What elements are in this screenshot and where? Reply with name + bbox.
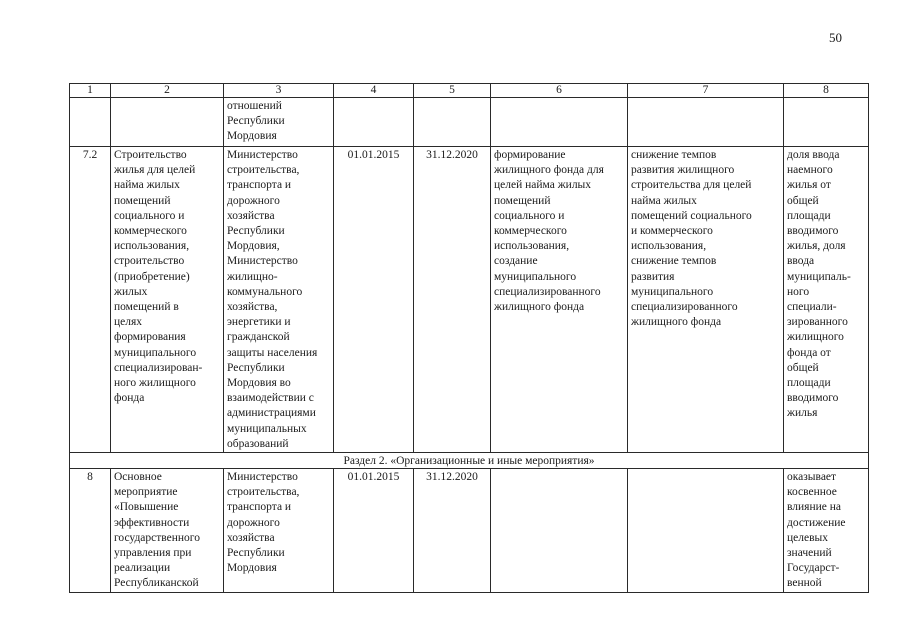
cell-end-date: 31.12.2020 [414,147,491,453]
table-row-8 [70,469,869,593]
cell-indicators: оказывает косвенное влияние на достижение целевых значений Государст- венной [784,469,869,593]
cell-indicators [784,98,869,147]
column-header: 1 [70,84,111,98]
cell-number: 8 [70,469,111,593]
page-number: 50 [829,30,842,45]
cell-expected-result: формирование жилищного фонда для целей найма жилых помещений социального и коммерческого использования, создание муниципального специализированного жилищного фонда [491,147,628,453]
column-header: 5 [414,84,491,98]
cell-start-date [334,98,414,147]
cell-number: 7.2 [70,147,111,453]
cell-expected-result [491,469,628,593]
column-header: 4 [334,84,414,98]
cell-end-date [414,98,491,147]
cell-consequences [628,469,784,593]
column-header: 8 [784,84,869,98]
table-row-7-2 [70,147,869,453]
cell-end-date: 31.12.2020 [414,469,491,593]
column-header: 7 [628,84,784,98]
cell-indicators: доля ввода наемного жилья от общей площади вводимого жилья, доля ввода муниципаль- ного специали- зированного жилищного фонда от общей площади вводимого жилья [784,147,869,453]
section-title: Раздел 2. «Организационные и иные мероприятия» [70,453,869,469]
cell-executor: Министерство строительства, транспорта и дорожного хозяйства Республики Мордовия, Министерство жилищно- коммунального хозяйства, энергетики и гражданской защиты населения Республики Мордовия во взаимодействии с администрациями муниципальных образований [224,147,334,453]
cell-measure: Основное мероприятие «Повышение эффективности государственного управления при реализации Республиканской [111,469,224,593]
column-number-row [70,84,869,98]
table-row-continuation [70,98,869,147]
column-header: 2 [111,84,224,98]
column-header: 3 [224,84,334,98]
cell-start-date: 01.01.2015 [334,469,414,593]
cell-measure [111,98,224,147]
cell-consequences [628,98,784,147]
cell-executor: отношений Республики Мордовия [224,98,334,147]
cell-number [70,98,111,147]
cell-expected-result [491,98,628,147]
cell-measure: Строительство жилья для целей найма жилых помещений социального и коммерческого использования, строительство (приобретение) жилых помещений в целях формирования муниципального специализирован- ного жилищного фонда [111,147,224,453]
cell-executor: Министерство строительства, транспорта и дорожного хозяйства Республики Мордовия [224,469,334,593]
cell-start-date: 01.01.2015 [334,147,414,453]
section-row [70,453,869,469]
cell-consequences: снижение темпов развития жилищного строительства для целей найма жилых помещений социального и коммерческого использования, снижение темпов развития муниципального специализированного жилищного фонда [628,147,784,453]
measures-table [69,83,869,593]
column-header: 6 [491,84,628,98]
